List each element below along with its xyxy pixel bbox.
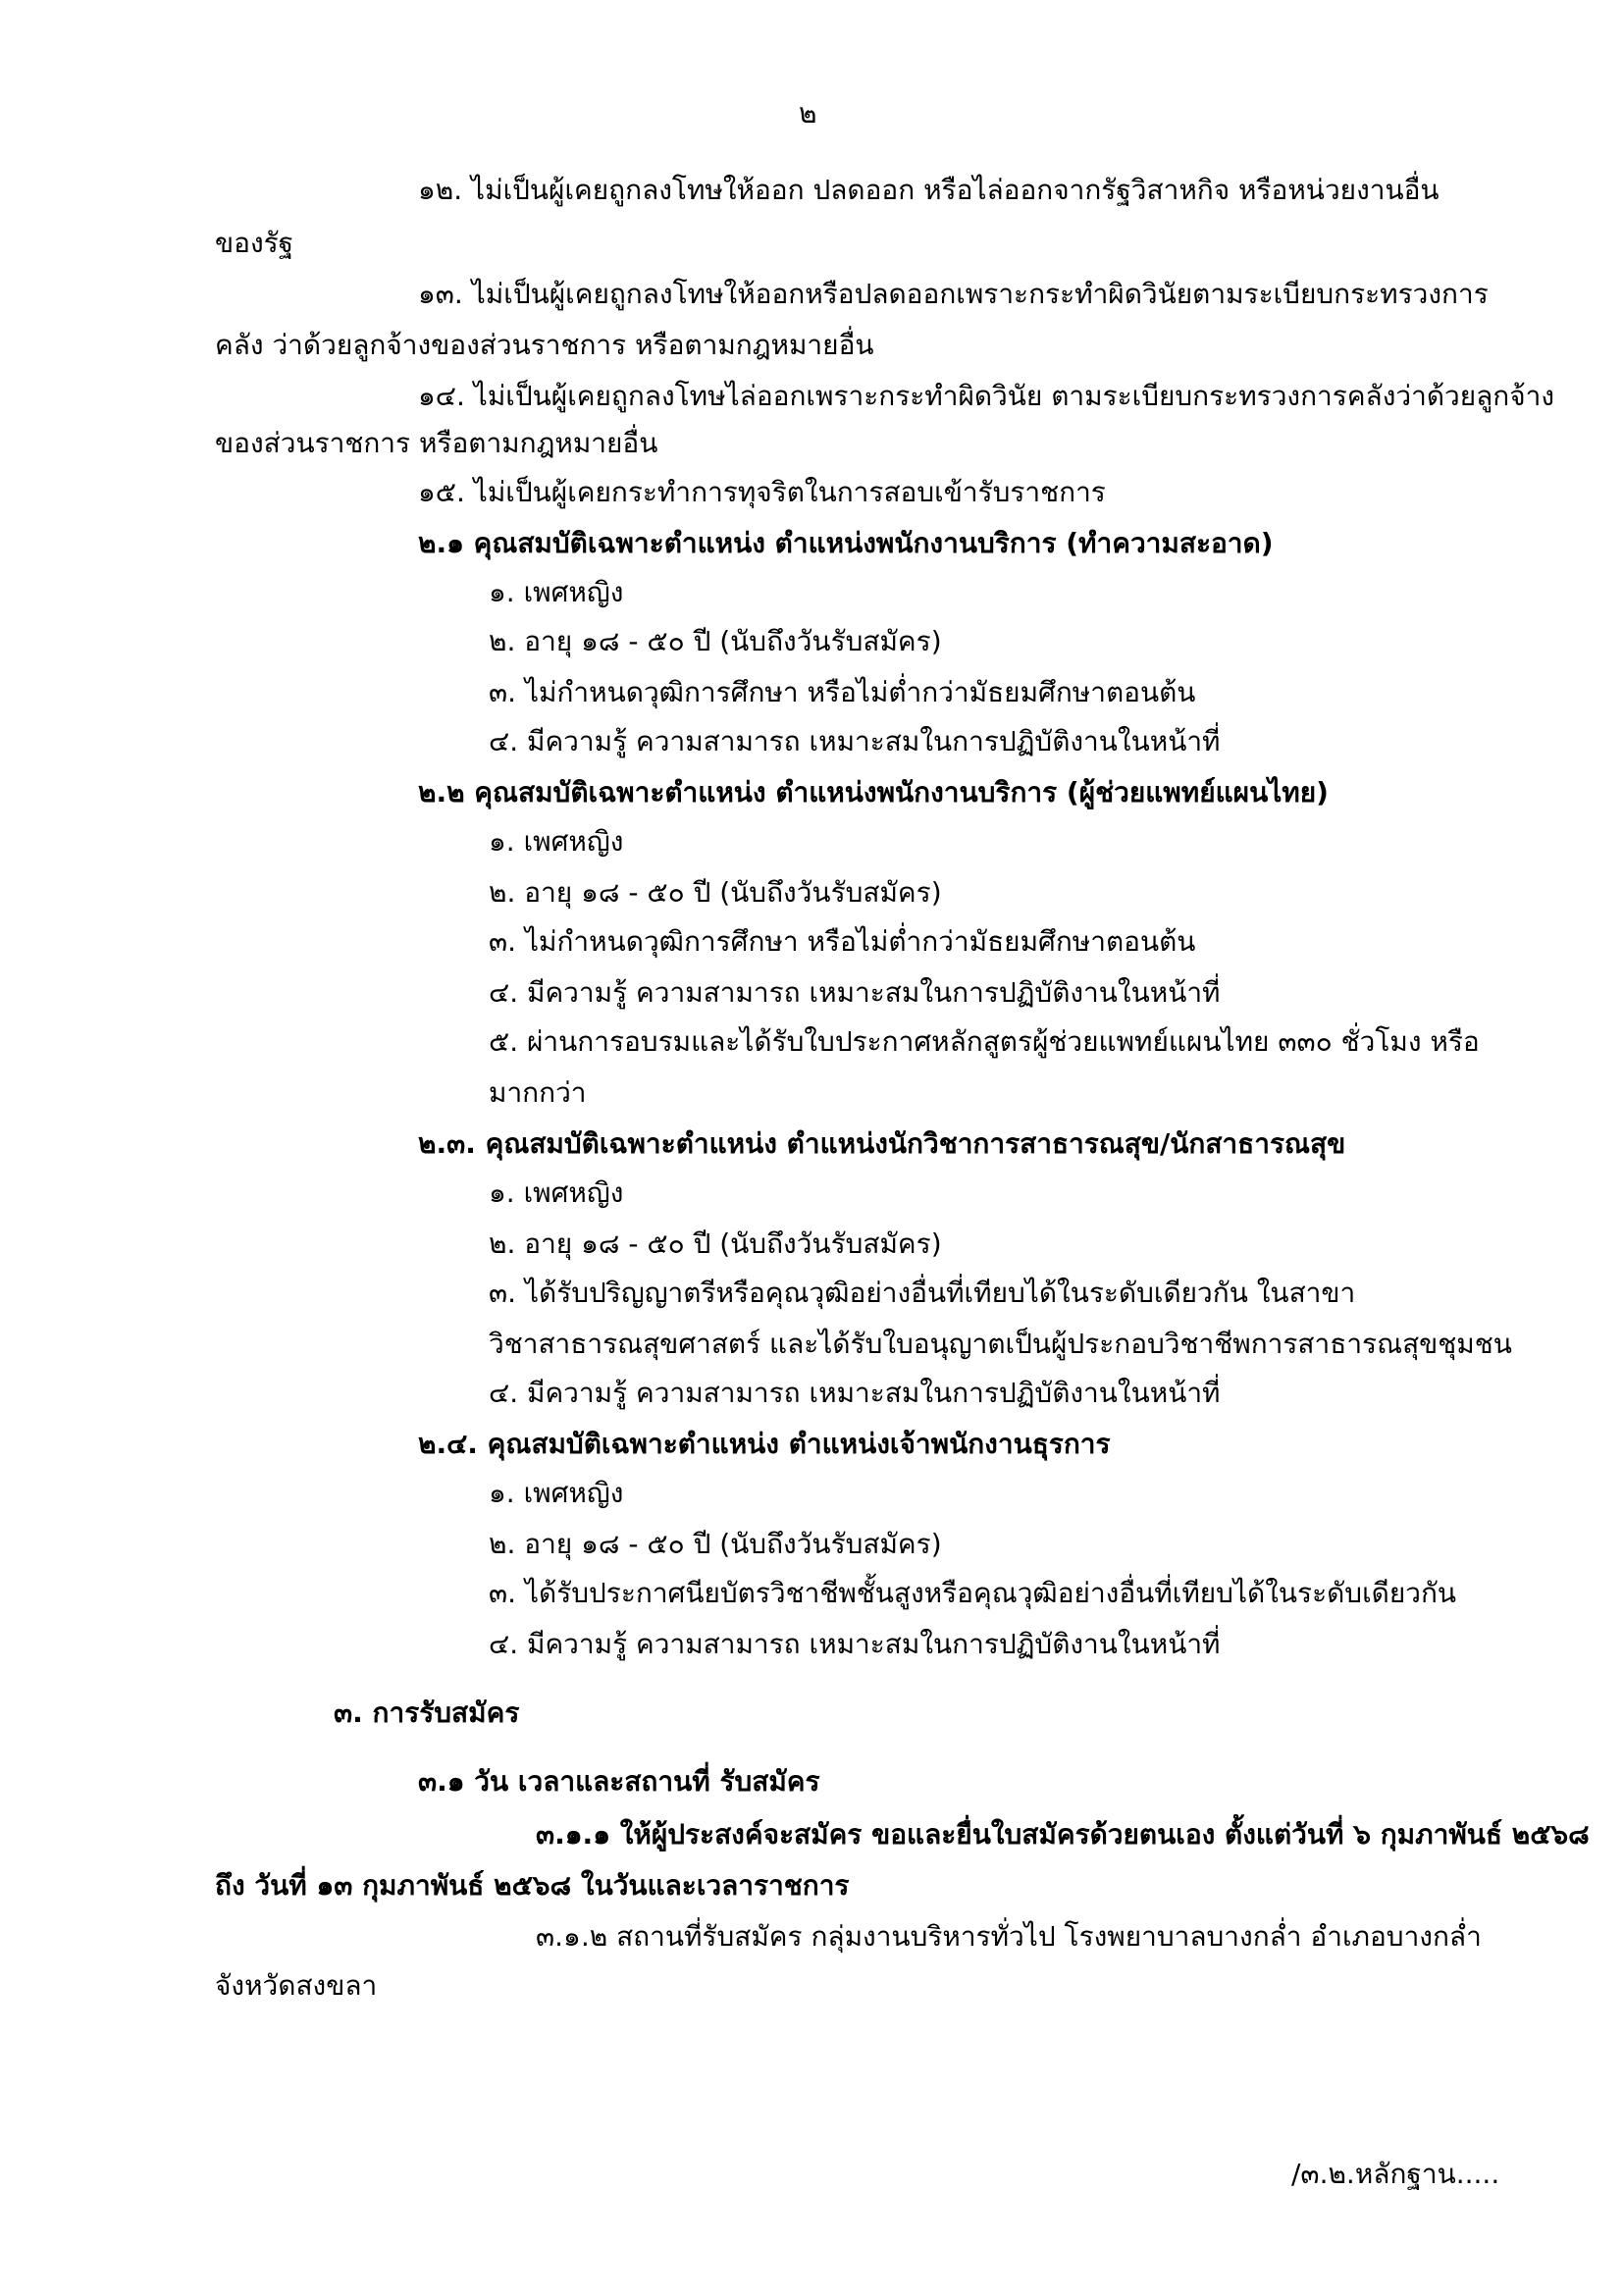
section-2-3-item-3: ๓. ได้รับปริญญาตรีหรือคุณวุฒิอย่างอื่นที่เทียบได้ในระดับเดียวกัน ในสาขา: [489, 1277, 1356, 1309]
section-2-2-item-3: ๓. ไม่กำหนดวุฒิการศึกษา หรือไม่ต่ำกว่ามัธยมศึกษาตอนต้น: [489, 925, 1196, 958]
item-13-line1: ๑๓. ไม่เป็นผู้เคยถูกลงโทษให้ออกหรือปลดออกเพราะกระทำผิดวินัยตามระเบียบกระทรวงการ: [418, 278, 1489, 310]
section-2-4-item-2: ๒. อายุ ๑๘ - ๕๐ ปี (นับถึงวันรับสมัคร): [489, 1528, 942, 1560]
section-2-4-item-1: ๑. เพศหญิง: [489, 1477, 624, 1509]
section-2-3-item-3-cont: วิชาสาธารณสุขศาสตร์ และได้รับใบอนุญาตเป็นผู้ประกอบวิชาชีพการสาธารณสุขชุมชน: [489, 1328, 1512, 1360]
item-13-line2: คลัง ว่าด้วยลูกจ้างของส่วนราชการ หรือตามกฎหมายอื่น: [215, 329, 874, 361]
section-2-1-heading: ๒.๑ คุณสมบัติเฉพาะตำแหน่ง ตำแหน่งพนักงานบริการ (ทำความสะอาด): [418, 527, 1274, 559]
section-3-1-heading: ๓.๑ วัน เวลาและสถานที่ รับสมัคร: [418, 1765, 820, 1798]
section-2-2-item-5-cont: มากกว่า: [489, 1076, 587, 1109]
section-2-1-item-4: ๔. มีความรู้ ความสามารถ เหมาะสมในการปฏิบัติงานในหน้าที่: [489, 725, 1221, 757]
section-2-4-heading: ๒.๔. คุณสมบัติเฉพาะตำแหน่ง ตำแหน่งเจ้าพนักงานธุรการ: [418, 1428, 1111, 1460]
section-2-1-item-3: ๓. ไม่กำหนดวุฒิการศึกษา หรือไม่ต่ำกว่ามัธยมศึกษาตอนต้น: [489, 676, 1196, 708]
section-2-1-item-2: ๒. อายุ ๑๘ - ๕๐ ปี (นับถึงวันรับสมัคร): [489, 625, 942, 657]
section-2-3-item-1: ๑. เพศหญิง: [489, 1176, 624, 1209]
section-2-2-heading: ๒.๒ คุณสมบัติเฉพาะตำแหน่ง ตำแหน่งพนักงานบริการ (ผู้ช่วยแพทย์แผนไทย): [418, 776, 1329, 809]
section-2-2-item-4: ๔. มีความรู้ ความสามารถ เหมาะสมในการปฏิบัติงานในหน้าที่: [489, 976, 1221, 1009]
section-2-2-item-1: ๑. เพศหญิง: [489, 825, 624, 858]
item-14-line2: ของส่วนราชการ หรือตามกฎหมายอื่น: [215, 427, 658, 459]
section-2-3-heading: ๒.๓. คุณสมบัติเฉพาะตำแหน่ง ตำแหน่งนักวิชาการสาธารณสุข/นักสาธารณสุข: [418, 1127, 1346, 1160]
section-3-1-2-line1: ๓.๑.๒ สถานที่รับสมัคร กลุ่มงานบริหารทั่วไป โรงพยาบาลบางกล่ำ อำเภอบางกล่ำ: [536, 1920, 1482, 1953]
section-2-4-item-4: ๔. มีความรู้ ความสามารถ เหมาะสมในการปฏิบัติงานในหน้าที่: [489, 1628, 1221, 1660]
section-2-2-item-2: ๒. อายุ ๑๘ - ๕๐ ปี (นับถึงวันรับสมัคร): [489, 876, 942, 909]
section-2-3-item-4: ๔. มีความรู้ ความสามารถ เหมาะสมในการปฏิบัติงานในหน้าที่: [489, 1377, 1221, 1409]
item-12-line2: ของรัฐ: [215, 227, 294, 259]
section-3-heading: ๓. การรับสมัคร: [334, 1696, 520, 1729]
section-2-3-item-2: ๒. อายุ ๑๘ - ๕๐ ปี (นับถึงวันรับสมัคร): [489, 1227, 942, 1260]
section-3-1-1-line2: ถึง วันที่ ๑๓ กุมภาพันธ์ ๒๕๖๘ ในวันและเวลาราชการ: [215, 1869, 850, 1902]
item-14-line1: ๑๔. ไม่เป็นผู้เคยถูกลงโทษไล่ออกเพราะกระทำผิดวินัย ตามระเบียบกระทรวงการคลังว่าด้วยลูกจ้าง: [418, 380, 1555, 412]
section-2-4-item-3: ๓. ได้รับประกาศนียบัตรวิชาชีพชั้นสูงหรือคุณวุฒิอย่างอื่นที่เทียบได้ในระดับเดียวกัน: [489, 1577, 1457, 1609]
item-12-line1: ๑๒. ไม่เป็นผู้เคยถูกลงโทษให้ออก ปลดออก หรือไล่ออกจากรัฐวิสาหกิจ หรือหน่วยงานอื่น: [418, 174, 1440, 206]
continuation-note: /๓.๒.หลักฐาน.....: [1291, 2158, 1500, 2190]
section-2-2-item-5: ๕. ผ่านการอบรมและได้รับใบประกาศหลักสูตรผู้ช่วยแพทย์แผนไทย ๓๓๐ ชั่วโมง หรือ: [489, 1025, 1480, 1058]
item-15-line1: ๑๕. ไม่เป็นผู้เคยกระทำการทุจริตในการสอบเข้ารับราชการ: [418, 476, 1106, 508]
page-number: ๒: [799, 97, 817, 130]
section-3-1-2-line2: จังหวัดสงขลา: [215, 1969, 378, 2002]
section-3-1-1-line1: ๓.๑.๑ ให้ผู้ประสงค์จะสมัคร ขอและยื่นใบสมัครด้วยตนเอง ตั้งแต่วันที่ ๖ กุมภาพันธ์ ๒๕๖๘: [536, 1818, 1590, 1851]
section-2-1-item-1: ๑. เพศหญิง: [489, 576, 624, 608]
